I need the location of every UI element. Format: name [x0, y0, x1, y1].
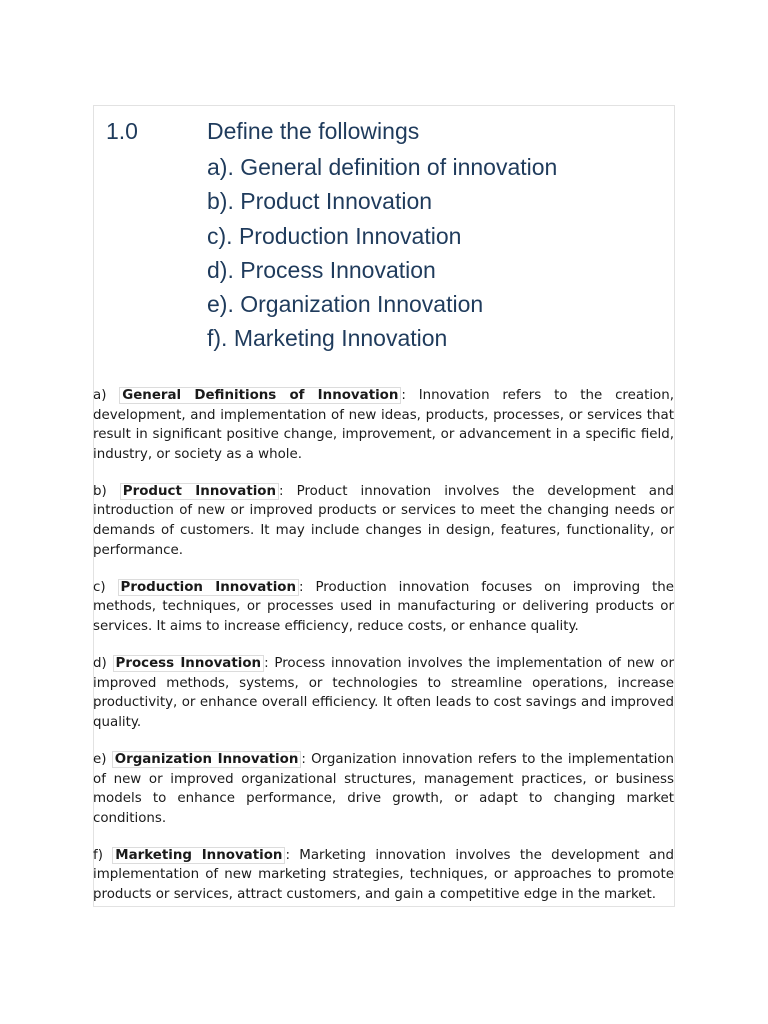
definition-prefix: a)	[93, 388, 120, 403]
definition-paragraph	[93, 482, 674, 560]
definition-text: : Innovation refers to the creation, development, and implementation of new ideas, products, processes, or services that result in significant positive change, improvement, or advancement in a specific field, industry, or society as a whole.	[93, 388, 674, 462]
question-item-e: e). Organization Innovation	[207, 291, 484, 318]
definition-prefix: f)	[93, 847, 113, 863]
definition-text: : Marketing innovation involves the development and implementation of new marketing strategies, techniques, or approaches to promote products or services, attract customers, and gain a competitive edge in the market.	[93, 847, 674, 902]
definition-prefix: e)	[93, 751, 112, 767]
definition-prefix: b)	[93, 483, 120, 499]
question-item-d: d). Process Innovation	[207, 256, 436, 283]
definition-term: Product Innovation	[120, 483, 279, 500]
question-item-b: b). Product Innovation	[207, 188, 433, 215]
question-item-f: f). Marketing Innovation	[207, 325, 448, 352]
definition-paragraph	[93, 654, 674, 732]
definition-prefix: c)	[93, 579, 118, 595]
question-item-a: a). General definition of innovation	[207, 154, 558, 180]
section-number: 1.0	[106, 118, 138, 144]
question-list	[207, 116, 557, 356]
definition-text: : Process innovation involves the implementation of new or improved methods, systems, or technologies to streamline operations, increase productivity, or enhance overall efficiency. It often leads to cost savings and improved quality.	[93, 656, 674, 730]
definition-prefix: d)	[93, 656, 113, 672]
definition-paragraph	[93, 386, 674, 464]
definition-term: Organization Innovation	[112, 751, 302, 768]
question-header	[106, 116, 666, 356]
definitions-section	[93, 386, 674, 922]
definition-term: Production Innovation	[118, 579, 299, 596]
definition-term: Process Innovation	[113, 655, 265, 672]
definition-paragraph	[93, 846, 674, 905]
definition-text: : Product innovation involves the development and introduction of new or improved products or services to meet the changing needs or demands of customers. It may include changes in design, features, functionality, or performance.	[93, 483, 675, 558]
definition-term: Marketing Innovation	[112, 847, 285, 864]
question-intro: Define the followings	[207, 118, 420, 144]
definition-term: General Definitions of Innovation	[119, 387, 401, 404]
definition-text: : Production innovation focuses on improving the methods, techniques, or processes used in manufacturing or delivering products or services. It aims to increase efficiency, reduce costs, or enhance quality.	[93, 579, 674, 634]
definition-text: : Organization innovation refers to the implementation of new or improved organizational structures, management practices, or business models to enhance performance, drive growth, or adapt to changing market conditions.	[93, 751, 674, 826]
question-item-c: c). Production Innovation	[207, 222, 462, 249]
definition-paragraph	[93, 578, 674, 637]
definition-paragraph	[93, 750, 674, 828]
